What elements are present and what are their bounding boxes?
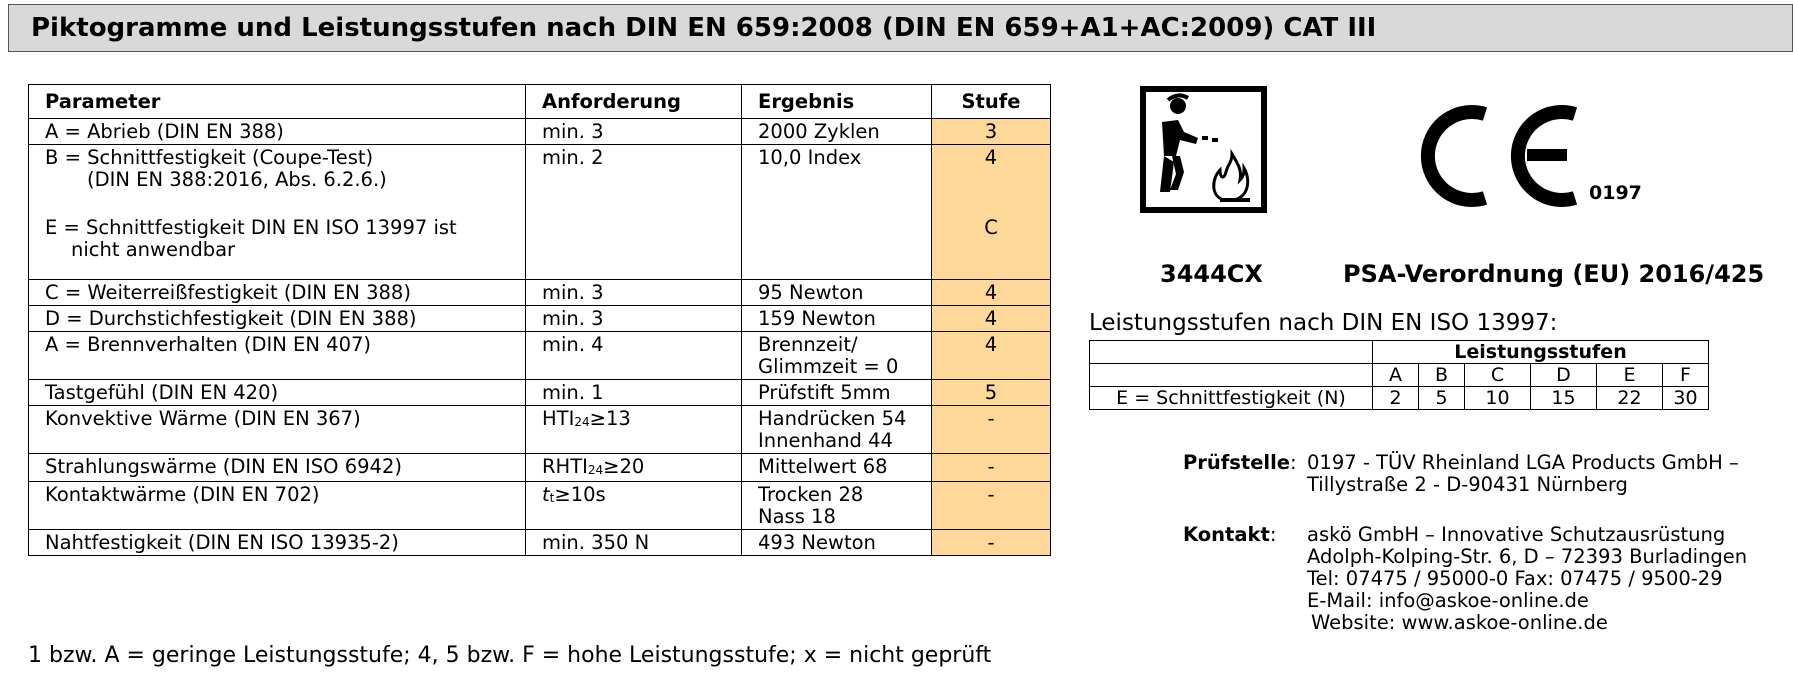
kontakt-line4: E-Mail: info@askoe-online.de [1307,589,1589,612]
page-title: Piktogramme und Leistungsstufen nach DIN EN 659:2008 (DIN EN 659+A1+AC:2009) CAT III [31,13,1377,43]
table-row: Strahlungswärme (DIN EN ISO 6942) $RHTI_{24}\ge 20$ Mittelwert 68 - [29,454,1051,482]
footnote: 1 bzw. A = geringe Leistungsstufe; 4, 5 bzw. F = hohe Leistungsstufe; x = nicht geprüft [28,643,992,668]
table-row: B = Schnittfestigkeit (Coupe-Test) (DIN EN 388:2016, Abs. 6.2.6.) E = Schnittfestigkeit DIN EN ISO 13997 ist nicht anwendbar min. 2 10,0 Index 4 C [29,145,1051,280]
pruefstelle-block: Prüfstelle: [1183,451,1297,474]
pruefstelle-label: Prüfstelle [1183,451,1291,474]
kontakt-line1: askö GmbH – Innovative Schutzausrüstung [1307,523,1726,546]
ce-mark-icon [1415,96,1585,216]
table-row: C = Weiterreißfestigkeit (DIN EN 388) min. 3 95 Newton 4 [29,280,1051,306]
pruefstelle-line1: 0197 - TÜV Rheinland LGA Products GmbH – [1307,451,1739,474]
ce-notified-body-number: 0197 [1589,182,1642,204]
table-row: Konvektive Wärme (DIN EN 367) $HTI_{24}\ge 13$ Handrücken 54 Innenhand 44 - [29,406,1051,454]
header-stufe: Stufe [932,85,1051,119]
kontakt-block: Kontakt: [1183,523,1277,546]
leistungsstufen-group-header: Leistungsstufen [1373,341,1709,364]
kontakt-line5: Website: www.askoe-online.de [1311,611,1608,634]
kontakt-label: Kontakt [1183,523,1270,546]
table-row: D = Durchstichfestigkeit (DIN EN 388) min. 3 159 Newton 4 [29,306,1051,332]
parameter-table [28,84,1051,556]
kontakt-line2: Adolph-Kolping-Str. 6, D – 72393 Burladingen [1307,545,1748,568]
table-row: Kontaktwärme (DIN EN 702) $t_t\ge 10s$ Trocken 28 Nass 18 - [29,482,1051,530]
title-bar [8,4,1793,52]
kontakt-line3: Tel: 07475 / 95000-0 Fax: 07475 / 9500-29 [1307,567,1723,590]
pruefstelle-line2: Tillystraße 2 - D-90431 Nürnberg [1307,473,1628,496]
header-ergebnis: Ergebnis [742,85,932,119]
leistungsstufen-title: Leistungsstufen nach DIN EN ISO 13997: [1089,310,1558,336]
table-row: Nahtfestigkeit (DIN EN ISO 13935-2) min. 350 N 493 Newton - [29,530,1051,556]
psa-regulation: PSA-Verordnung (EU) 2016/425 [1343,260,1765,288]
table-row: Tastgefühl (DIN EN 420) min. 1 Prüfstift 5mm 5 [29,380,1051,406]
table-header-row [29,85,1051,119]
table-row: A = Abrieb (DIN EN 388) min. 3 2000 Zyklen 3 [29,119,1051,145]
leistungsstufen-row-label: E = Schnittfestigkeit (N) [1090,387,1373,410]
leistungsstufen-table: Leistungsstufen A B C D E F E = Schnittfestigkeit (N) 2 5 10 15 22 30 [1089,340,1709,410]
heat-flame-hand-pictogram-icon [1140,86,1267,213]
product-code: 3444CX [1160,260,1263,288]
header-parameter: Parameter [29,85,526,119]
table-row: A = Brennverhalten (DIN EN 407) min. 4 Brennzeit/ Glimmzeit = 0 4 [29,332,1051,380]
header-anforderung: Anforderung [526,85,742,119]
